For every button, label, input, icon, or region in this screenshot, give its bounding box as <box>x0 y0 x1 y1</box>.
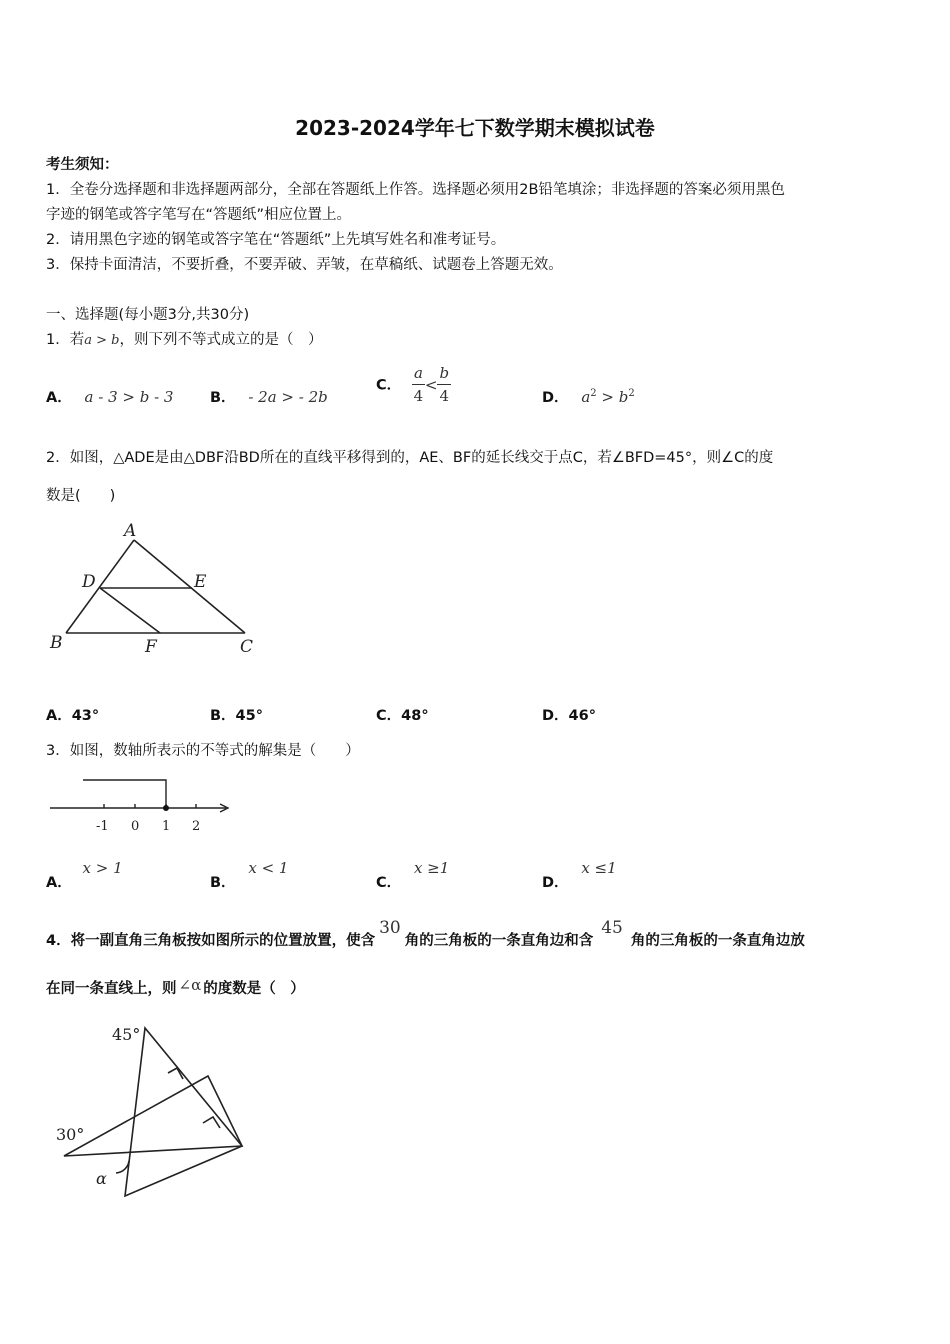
option-label: B． <box>210 875 236 891</box>
option-label: D． <box>542 875 569 891</box>
option-label: C． <box>376 377 402 394</box>
q1-option-c[interactable]: C． $\frac{a}{4}$ < $\frac{b}{4}$ <box>376 364 450 405</box>
q4-set-squares-figure <box>50 1018 250 1208</box>
notice-item-2: 2．请用黑色字迹的钢笔或答字笔在“答题纸”上先填写姓名和准考证号。 <box>46 232 506 248</box>
q1-condition: a > b <box>84 333 120 348</box>
question-1 <box>46 328 322 349</box>
option-label: C． <box>376 875 402 891</box>
q1-prefix: 1．若 <box>46 332 85 348</box>
notice-item-1: 1．全卷分选择题和非选择题两部分，全部在答题纸上作答。选择题必须用2B铅笔填涂；非选择题的答案必须用黑色 <box>46 182 785 198</box>
label-30-degree: 30° <box>56 1125 85 1144</box>
q1-option-b[interactable] <box>210 386 328 407</box>
option-text: x ≥1 <box>413 859 450 877</box>
solid-dot <box>163 805 169 811</box>
label-F: F <box>145 637 157 657</box>
label-B: B <box>50 633 63 653</box>
q2-option-a[interactable]: A．43° <box>46 708 100 724</box>
right-angle-mark-2 <box>203 1117 220 1128</box>
option-label: A． <box>46 390 72 406</box>
triangle-30 <box>64 1076 242 1156</box>
notice-heading: 考生须知： <box>46 157 119 173</box>
question-2-line1: 2．如图，△ADE是由△DBF沿BD所在的直线平移得到的，AE、BF的延长线交于点C，若∠BFD=45°，则∠C的度 <box>46 450 774 466</box>
q1-option-a[interactable] <box>46 386 173 407</box>
q3-option-b[interactable] <box>210 857 289 891</box>
tick-label: -1 <box>96 819 109 834</box>
question-4-line1: 4．将一副直角三角板按如图所示的位置放置，使含30角的三角板的一条直角边和含45角的三角板的一条直角边放 <box>46 918 805 949</box>
question-2-line2: 数是( ) <box>46 488 116 504</box>
tick-label: 0 <box>131 819 140 834</box>
right-angle-mark-1 <box>168 1068 183 1079</box>
option-text: a - 3 > b - 3 <box>84 388 174 406</box>
option-text: x ≤1 <box>581 859 617 877</box>
option-text: x > 1 <box>82 859 123 877</box>
q3-option-c[interactable] <box>376 857 450 891</box>
fraction-b-over-4: $\frac{b}{4}$ <box>439 364 450 405</box>
segment-AC <box>134 540 245 633</box>
solution-ray <box>83 780 166 808</box>
option-label: B． <box>210 390 236 406</box>
label-A: A <box>124 521 137 541</box>
tick-label: 1 <box>162 819 171 834</box>
q3-option-a[interactable] <box>46 857 123 891</box>
notice-item-1-cont: 字迹的钢笔或答字笔写在“答题纸”相应位置上。 <box>46 207 352 223</box>
fraction-a-over-4: $\frac{a}{4}$ <box>413 364 424 405</box>
q1-option-d[interactable] <box>542 386 635 407</box>
label-C: C <box>240 637 254 657</box>
q3-option-d[interactable] <box>542 857 617 891</box>
section-heading: 一、选择题(每小题3分,共30分) <box>46 307 250 323</box>
page-title: 2023-2024学年七下数学期末模拟试卷 <box>295 116 655 140</box>
question-3: 3．如图，数轴所表示的不等式的解集是（ ） <box>46 743 360 759</box>
option-text: x < 1 <box>248 859 289 877</box>
label-D: D <box>82 572 96 592</box>
option-text: - 2a > - 2b <box>248 388 328 406</box>
notice-item-3: 3．保持卡面清洁，不要折叠，不要弄破、弄皱，在草稿纸、试题卷上答题无效。 <box>46 257 563 273</box>
segment-BA <box>66 540 134 633</box>
option-label: A． <box>46 875 72 891</box>
label-E: E <box>194 572 207 592</box>
label-45-degree: 45° <box>112 1025 141 1044</box>
q2-triangle-figure <box>40 518 270 658</box>
q2-option-b[interactable]: B．45° <box>210 708 263 724</box>
alpha-arc <box>116 1161 129 1173</box>
tick-label: 2 <box>192 819 201 834</box>
label-alpha: α <box>96 1169 107 1188</box>
option-label: D． <box>542 390 569 406</box>
q2-option-c[interactable]: C．48° <box>376 708 429 724</box>
question-4-line2: 在同一条直线上，则 ∠α 的度数是（ ） <box>46 976 305 997</box>
option-text: $a^2 > b^2$ <box>581 388 635 406</box>
q2-option-d[interactable]: D．46° <box>542 708 596 724</box>
q3-number-line <box>46 770 246 840</box>
q1-suffix: ，则下列不等式成立的是（ ） <box>119 332 323 348</box>
segment-DF <box>100 588 160 633</box>
